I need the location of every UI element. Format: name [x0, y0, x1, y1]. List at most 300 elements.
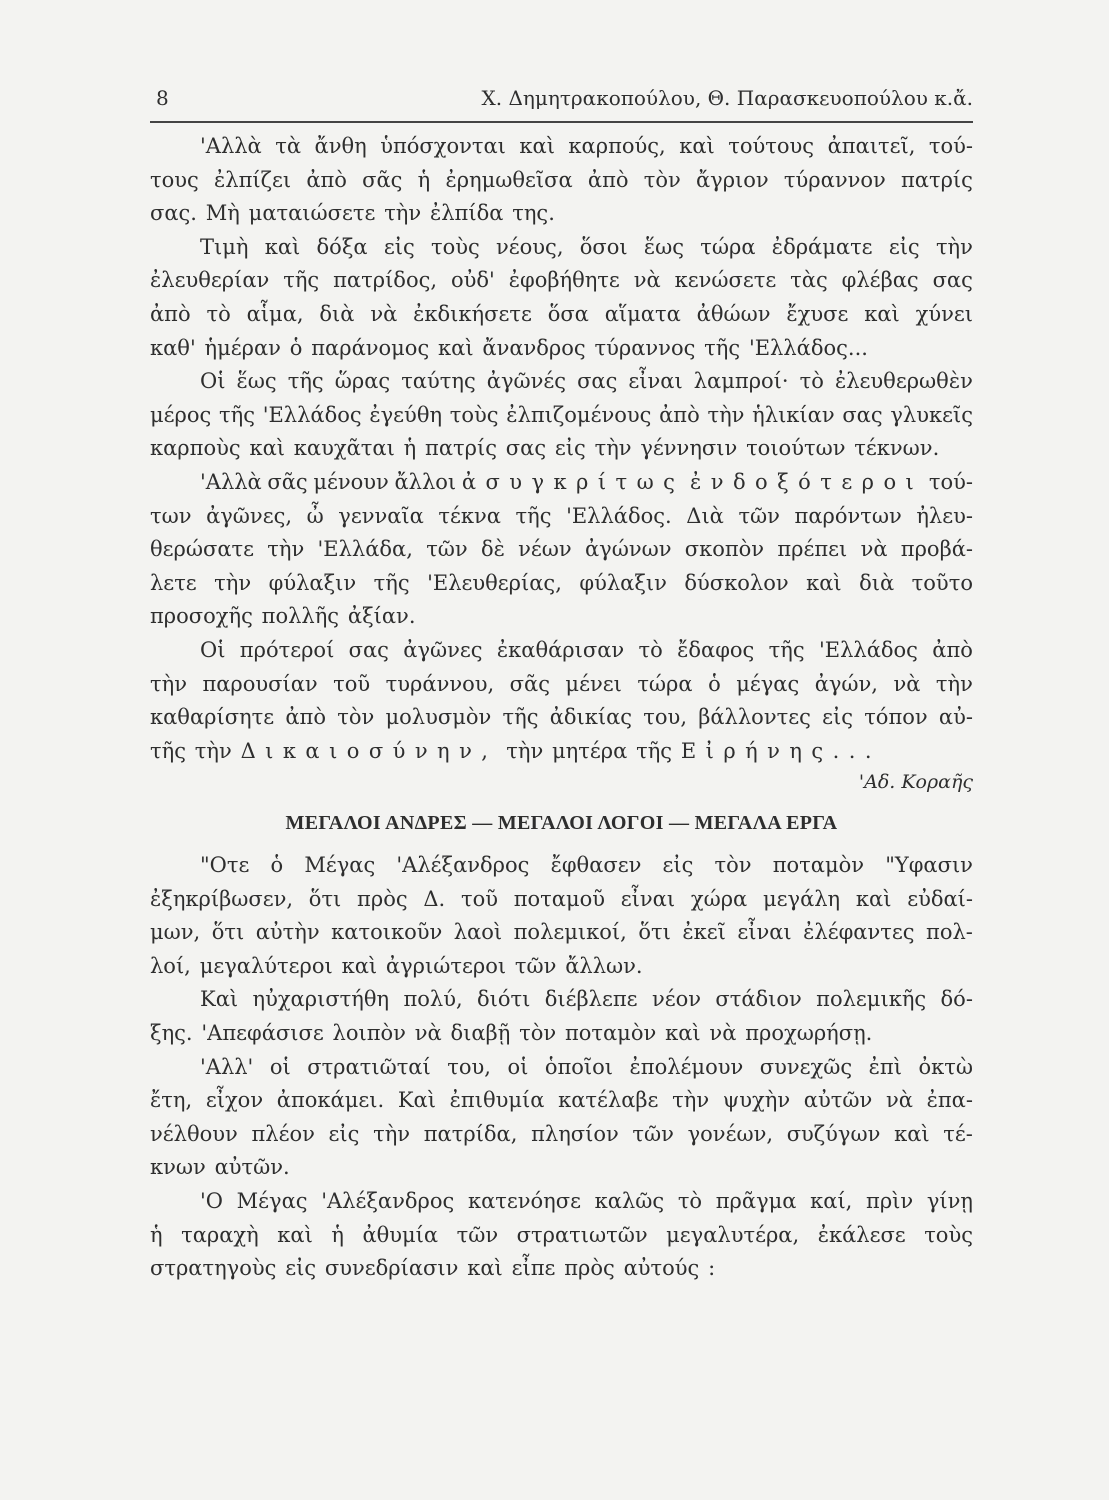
text-line: [150, 1118, 973, 1152]
paragraph: [150, 983, 973, 1050]
word: ὁποῖοι: [544, 1054, 614, 1079]
paragraph: [150, 1051, 973, 1185]
word: πλησίον: [531, 1121, 619, 1146]
word: σας: [842, 402, 883, 427]
word: σας: [348, 637, 389, 662]
word: 'Ελλάδος: [262, 402, 362, 427]
word: φύλαξιν: [579, 570, 667, 595]
text-line: [150, 264, 973, 298]
word: ἐδράματε: [771, 234, 873, 259]
word: ἠλευ-: [916, 503, 973, 528]
word: στρατιῶταί: [307, 1054, 431, 1079]
word: εἶχον: [205, 1088, 264, 1113]
word: παρόντων: [794, 503, 902, 528]
word: τὴν: [194, 738, 232, 763]
word: μητέρα: [552, 738, 628, 763]
text-line: [150, 668, 973, 702]
word: ἐλέφαντες: [803, 920, 915, 945]
word: οἱ: [507, 1054, 529, 1079]
word: ἐλπιζομένους: [506, 402, 652, 427]
word: καρποὺς: [150, 436, 241, 461]
word: 'Ελευθερίας,: [427, 570, 562, 595]
word: ἐρημωθεῖσα: [445, 167, 573, 192]
word: τῶν: [426, 537, 468, 562]
word: πρὸς: [357, 886, 408, 911]
word: τύραννον: [783, 167, 886, 192]
word: ἀπὸ: [285, 705, 326, 730]
word: καθαρίσητε: [150, 705, 275, 730]
word: γονέων,: [687, 1121, 774, 1146]
word: γέννησιν: [640, 436, 738, 461]
word: καὶ: [519, 134, 555, 158]
emphasized-word: ἀσυγκρίτως: [461, 469, 685, 494]
word: μεγαλυτέρα,: [666, 1222, 800, 1247]
word: ἐλευθερωθὲν: [834, 369, 973, 394]
word: του,: [447, 1054, 491, 1079]
word: μέγας: [736, 671, 800, 696]
word: τὸν: [714, 853, 752, 877]
word: συνεχῶς: [759, 1054, 853, 1079]
word: 'Απεφάσισε: [201, 1020, 324, 1045]
word: ταραχὴ: [181, 1222, 259, 1247]
word: τού-: [928, 469, 973, 494]
word: διὰ: [859, 570, 895, 595]
word: ἐκδικήσετε: [413, 301, 532, 326]
word: νὰ: [860, 537, 888, 562]
paragraph: [150, 130, 973, 231]
word: τώρα: [637, 671, 693, 696]
word: πατρίς: [425, 436, 497, 461]
word: ποταμὸν: [772, 853, 865, 877]
word: τὴν: [214, 570, 252, 595]
word: νὰ: [633, 268, 661, 293]
word: 'Αλέξανδρος: [396, 853, 530, 877]
text-line: [150, 567, 973, 601]
word: σκοπὸν: [684, 537, 765, 562]
word: :: [708, 1256, 716, 1281]
word: ὁ: [289, 335, 303, 360]
word: καὶ: [855, 886, 892, 911]
text-line: [150, 1185, 973, 1219]
word: Οἱ: [200, 369, 226, 394]
word: αὐτούς: [623, 1256, 700, 1281]
word: ἕως: [236, 369, 277, 394]
word: παράνομος: [311, 335, 430, 360]
word: ποταμὸν: [564, 1020, 657, 1045]
text-line: [150, 231, 973, 265]
text-line: [150, 130, 973, 164]
word: μολυσμὸν: [385, 705, 492, 730]
word: ψυχὴν: [722, 1088, 791, 1113]
word: 'Αλλὰ: [200, 134, 262, 158]
word: καὶ: [467, 1256, 503, 1281]
word: "Υφασιν: [885, 853, 973, 877]
word: πολύ,: [403, 987, 463, 1012]
word: 'Αλέξανδρος: [321, 1188, 455, 1213]
word: εἰς: [285, 1256, 317, 1281]
word: κατοικοῦν: [331, 920, 443, 945]
word: σας.: [150, 201, 197, 226]
word: πρότεροί: [239, 637, 335, 662]
word: εἶναι: [628, 369, 683, 394]
word: τῆς: [150, 738, 186, 763]
word: 'Αλλ': [200, 1054, 254, 1079]
word: σᾶς: [509, 671, 550, 696]
word: τὴν: [267, 537, 305, 562]
word: καὶ: [341, 953, 378, 978]
word: τους: [150, 167, 199, 192]
word: τὴν: [384, 201, 422, 226]
word: τέκνα: [438, 503, 501, 528]
word: διότι: [477, 987, 531, 1012]
word: αὐτὴν: [255, 920, 320, 945]
word: ὥρας: [334, 369, 391, 394]
text-line: [150, 164, 973, 198]
word: τού-: [928, 134, 973, 158]
word: τοῦ: [460, 886, 498, 911]
word: ἐφοβήθητε: [508, 268, 620, 293]
word: ἀγῶνες,: [206, 503, 293, 528]
word: Μέγας: [304, 853, 376, 877]
word: τῆς: [373, 570, 410, 595]
word: σας: [577, 369, 618, 394]
word: τῆς: [287, 369, 324, 394]
text-line: [150, 983, 973, 1017]
word: ξης.: [150, 1020, 193, 1045]
word: τὸ: [206, 301, 231, 326]
word: πατρίδα,: [423, 1121, 518, 1146]
word: ἀπαιτεῖ,: [827, 134, 916, 158]
text-line: [150, 1219, 973, 1253]
word: χύνει: [915, 301, 973, 326]
word: ἔφθασεν: [550, 853, 642, 877]
word: ἐπιθυμία: [449, 1088, 545, 1113]
text-line: [150, 634, 973, 668]
word: 'Ο: [200, 1188, 223, 1213]
word: ἐλευθερίαν: [150, 268, 270, 293]
word: καρπούς,: [568, 134, 666, 158]
word: τὸν: [337, 705, 375, 730]
word: ματαιώσετε: [248, 201, 376, 226]
word: ἐπα-: [926, 1088, 973, 1113]
word: σᾶς: [362, 167, 403, 192]
word: καὶ: [277, 1222, 313, 1247]
text-line: [150, 701, 973, 735]
word: πρὸς: [564, 1256, 615, 1281]
word: λαοὶ: [453, 920, 503, 945]
word: καὶ: [894, 1121, 930, 1146]
word: ἀποκάμει.: [276, 1088, 385, 1113]
word: τῆς: [283, 268, 320, 293]
word: μεγάλη: [762, 886, 841, 911]
word: ἐκεῖ: [682, 920, 726, 945]
word: ποταμοῦ: [513, 886, 606, 911]
word: εἶναι: [737, 920, 792, 945]
word: πρέπει: [777, 537, 848, 562]
text-line: [150, 1017, 973, 1051]
text-line: [150, 197, 973, 231]
word: ἄγριον: [695, 167, 769, 192]
running-title: Χ. Δημητρακοπούλου, Θ. Παρασκευοπούλου κ.ἄ.: [481, 86, 973, 110]
word: κατέλαβε: [558, 1088, 659, 1113]
word: ὅτι: [638, 920, 671, 945]
word: οἱ: [269, 1054, 291, 1079]
word: ἐλπίζει: [214, 167, 292, 192]
word: τὸν: [519, 1020, 557, 1045]
word: ὅσοι: [579, 234, 628, 259]
word: τὸ: [677, 1188, 703, 1213]
word: ὁ: [708, 671, 721, 696]
word: παρουσίαν: [202, 671, 318, 696]
word: τῆς: [219, 402, 255, 427]
word: τὴν: [373, 1121, 411, 1146]
word: τοὺς: [430, 234, 480, 259]
word: ἔδαφος: [677, 637, 755, 662]
word: θερώσατε: [150, 537, 255, 562]
word: φλέβας: [841, 268, 919, 293]
word: συζύγων: [786, 1121, 881, 1146]
signature: 'Αδ. Κοραῆς: [858, 771, 973, 793]
word: μέρος: [150, 402, 212, 427]
word: νέον: [651, 987, 701, 1012]
word: προχωρήσῃ.: [745, 1020, 873, 1045]
word: ἀθώων: [696, 301, 771, 326]
word: τὰς: [790, 268, 828, 293]
word: αἷμα,: [246, 301, 304, 326]
word: μένουν: [313, 469, 389, 494]
word: τὸ: [799, 369, 824, 394]
word: λαμπροί·: [693, 369, 789, 394]
text-line: [150, 500, 973, 534]
word: οὐδ': [450, 268, 495, 293]
word: ἔτη,: [150, 1088, 193, 1113]
word: ἐλπίδα: [429, 201, 504, 226]
word: προσοχῆς: [150, 604, 253, 629]
word: τὴν: [594, 436, 632, 461]
paragraph: [150, 849, 973, 983]
word: ἡ: [403, 436, 417, 461]
word: νὰ: [370, 301, 398, 326]
word: αἵματα: [604, 301, 681, 326]
word: τούτους: [728, 134, 815, 158]
word: εἰς: [554, 436, 586, 461]
word: τὴν: [707, 402, 745, 427]
word: στρατιωτῶν: [516, 1222, 648, 1247]
word: Μέγας: [236, 1188, 308, 1213]
word: ἄνθη: [314, 134, 367, 158]
paragraph: [150, 466, 973, 634]
word: διαβῇ: [450, 1020, 511, 1045]
text-line: [150, 466, 973, 500]
word: νέων: [518, 537, 572, 562]
word: ἀπὸ: [659, 402, 700, 427]
word: καυχᾶται: [293, 436, 395, 461]
word: ὑπόσχονται: [380, 134, 506, 158]
word: του,: [643, 705, 687, 730]
text-line: [150, 1084, 973, 1118]
word: μένει: [565, 671, 622, 696]
word: τῶν: [456, 1222, 499, 1247]
text-line: [150, 735, 973, 769]
word: ὅσα: [547, 301, 589, 326]
word: Δ.: [423, 886, 446, 911]
text-line: [150, 1252, 973, 1286]
word: λοί,: [150, 953, 191, 978]
word: ἀξίαν.: [347, 604, 416, 629]
word: αὐτῶν: [803, 1088, 873, 1113]
word: λετε: [150, 570, 197, 595]
text-line: [150, 849, 973, 883]
word: σᾶς: [267, 469, 308, 494]
word: ἐπολέμουν: [629, 1054, 744, 1079]
word: ὅτι: [211, 920, 245, 945]
word: νὰ: [709, 1020, 737, 1045]
text-line: [150, 1151, 973, 1185]
word: ἡ: [417, 167, 431, 192]
word: κενώσετε: [674, 268, 777, 293]
word: Μὴ: [205, 201, 240, 226]
text-line: [150, 332, 973, 366]
word: ἀγριώτεροι: [385, 953, 507, 978]
paragraph: [150, 231, 973, 365]
word: τῆς: [515, 503, 552, 528]
word: ἄνανδρος: [482, 335, 586, 360]
text-line: [150, 916, 973, 950]
word: ἄλλων.: [565, 953, 643, 978]
word: ἐκαθάρισαν: [496, 637, 625, 662]
section-alexander-text: [150, 849, 973, 1286]
word: δὲ: [480, 537, 505, 562]
word: δό-: [940, 987, 973, 1012]
word: ἐπὶ: [868, 1054, 902, 1079]
emphasized-word: Δικαιοσύνην,: [240, 738, 498, 763]
word: 'Ελλάδος.: [566, 503, 672, 528]
word: φύλαξιν: [268, 570, 357, 595]
word: ἀγών,: [814, 671, 878, 696]
word: Τιμὴ: [200, 234, 249, 259]
word: ἀδικίας: [549, 705, 633, 730]
word: ἀπὸ: [932, 637, 973, 662]
word: αὐτῶν.: [214, 1155, 290, 1180]
word: ἡ: [150, 1222, 163, 1247]
word: ἔχυσε: [786, 301, 849, 326]
word: Διὰ: [686, 503, 724, 528]
word: λοιπὸν: [332, 1020, 406, 1045]
word: κατενόησε: [467, 1188, 581, 1213]
word: ἐκάλεσε: [817, 1222, 906, 1247]
word: διέβλεπε: [544, 987, 638, 1012]
word: ἀγῶνές: [486, 369, 567, 394]
word: τῆς: [502, 705, 539, 730]
word: ἀπὸ: [306, 167, 347, 192]
word: ὦ: [306, 503, 324, 528]
word: διὰ: [319, 301, 355, 326]
word: τὴν: [506, 738, 544, 763]
paragraph: [150, 634, 973, 768]
word: καὶ: [679, 134, 715, 158]
word: τὴν: [150, 671, 187, 696]
word: 'Ελλάδος: [818, 637, 918, 662]
word: 'Ελλάδος...: [748, 335, 868, 360]
word: τὴν: [672, 1088, 710, 1113]
text-line: [150, 399, 973, 433]
word: εἰς: [383, 234, 415, 259]
word: νὰ: [414, 1020, 442, 1045]
word: συνεδρίασιν: [324, 1256, 459, 1281]
word: σας: [932, 268, 973, 293]
word: ἀθυμία: [362, 1222, 439, 1247]
word: δύσκολον: [684, 570, 789, 595]
word: τὴν: [935, 671, 973, 696]
word: ὁ: [270, 853, 284, 877]
word: εἰς: [328, 1121, 360, 1146]
word: πατρίς: [900, 167, 973, 192]
word: πατρίδος,: [333, 268, 438, 293]
word: ηὐχαριστήθη: [252, 987, 390, 1012]
word: ἐγεύθη: [369, 402, 443, 427]
word: καθ': [150, 335, 196, 360]
word: ἀγώνων: [584, 537, 672, 562]
text-line: [150, 600, 973, 634]
word: στάδιον: [715, 987, 802, 1012]
word: πλέον: [251, 1121, 315, 1146]
text-line: [150, 365, 973, 399]
word: καὶ: [665, 1020, 701, 1045]
paragraph: [150, 365, 973, 466]
word: εἰς: [822, 705, 853, 730]
text-line: [150, 1051, 973, 1085]
word: τοὺς: [924, 1222, 973, 1247]
word: πολεμικοί,: [513, 920, 627, 945]
paragraph: [150, 1185, 973, 1286]
word: τῶν: [514, 953, 557, 978]
page-number: 8: [156, 86, 169, 110]
word: Οἱ: [200, 637, 226, 662]
word: εἶπε: [511, 1256, 556, 1281]
emphasized-word: ἐνδοξότεροι: [690, 469, 924, 494]
word: ἀπὸ: [150, 301, 191, 326]
word: ἡ: [331, 1222, 344, 1247]
text-line: [150, 432, 973, 466]
word: ἄλλοι: [394, 469, 457, 494]
emphasized-word: Εἰρήνης...: [680, 738, 882, 763]
word: τῶν: [738, 503, 780, 528]
word: πρὶν: [866, 1188, 914, 1213]
word: "Οτε: [200, 853, 250, 877]
word: πολλῆς: [261, 604, 340, 629]
word: 'Ελλάδα,: [317, 537, 413, 562]
word: τῶν: [632, 1121, 674, 1146]
text-line: [150, 533, 973, 567]
word: ταύτης: [401, 369, 476, 394]
word: γίνῃ: [926, 1188, 973, 1213]
word: τέ-: [943, 1121, 973, 1146]
word: σας: [505, 436, 547, 461]
word: στρατηγοὺς: [150, 1256, 277, 1281]
word: Καὶ: [200, 987, 239, 1012]
word: τὸν: [643, 167, 681, 192]
word: εὐδαί-: [907, 886, 973, 911]
word: νὰ: [893, 671, 921, 696]
word: νὰ: [885, 1088, 913, 1113]
word: ὀκτὼ: [918, 1054, 973, 1079]
running-header: [150, 86, 973, 114]
word: μων,: [150, 920, 201, 945]
word: τοιούτων: [746, 436, 846, 461]
word: τὴν: [935, 234, 973, 259]
word: καὶ: [264, 234, 301, 259]
word: τῆς: [636, 738, 673, 763]
